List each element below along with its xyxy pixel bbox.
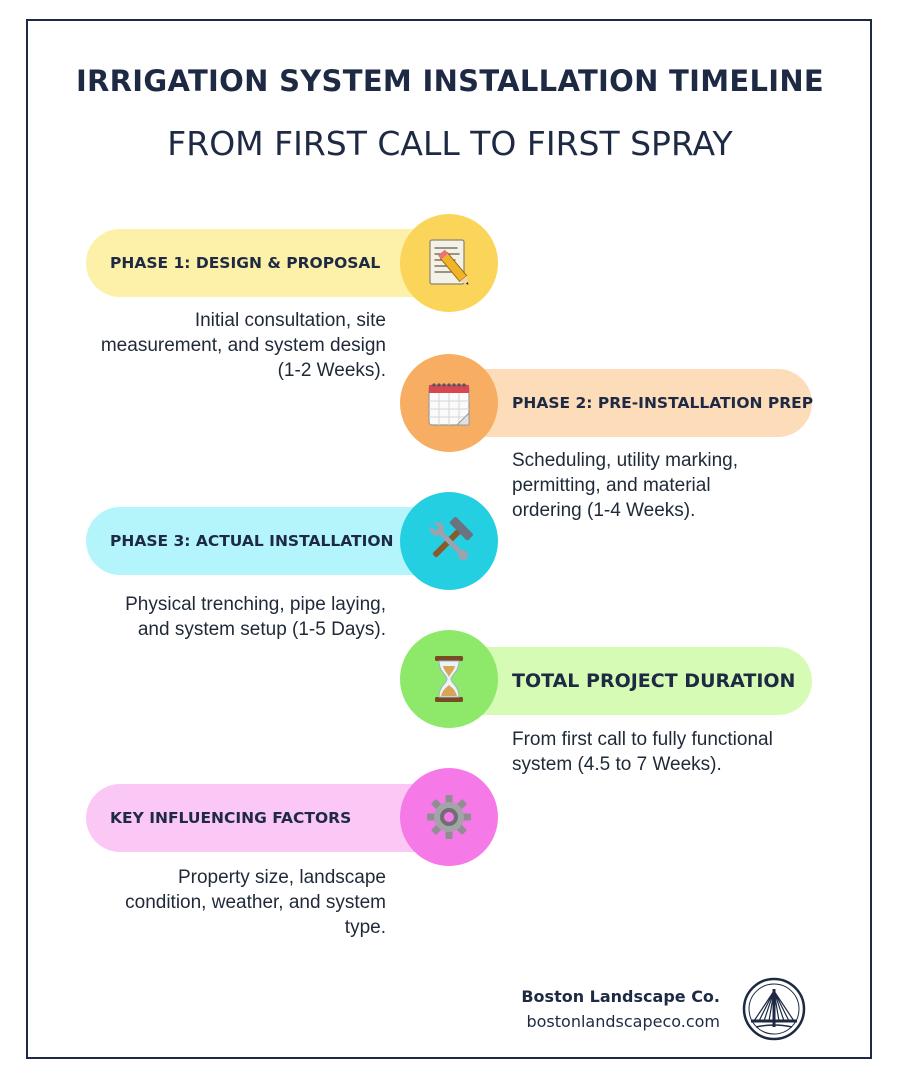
company-website[interactable]: bostonlandscapeco.com: [526, 1012, 720, 1031]
step-1-label-pill: [86, 229, 446, 297]
step-2-label-pill: [450, 369, 812, 437]
page-title: IRRIGATION SYSTEM INSTALLATION TIMELINE: [75, 64, 825, 98]
step-1-icon-circle: [400, 214, 498, 312]
calendar-icon: [422, 376, 476, 430]
step-3-description: Physical trenching, pipe laying, and system setup (1-5 Days).: [125, 594, 386, 640]
hourglass-icon: [422, 652, 476, 706]
step-3-label-pill: [86, 507, 446, 575]
page-subtitle: FROM FIRST CALL TO FIRST SPRAY: [167, 124, 733, 163]
step-3-label: PHASE 3: ACTUAL INSTALLATION: [110, 532, 394, 550]
memo-pencil-icon: [422, 236, 476, 290]
step-4-label: TOTAL PROJECT DURATION: [512, 670, 796, 692]
step-5-icon-circle: [400, 768, 498, 866]
step-4-label-pill: [450, 647, 812, 715]
step-4-icon-circle: [400, 630, 498, 728]
hammer-wrench-icon: [422, 514, 476, 568]
step-3-icon-circle: [400, 492, 498, 590]
step-2-icon-circle: [400, 354, 498, 452]
company-name: Boston Landscape Co.: [521, 987, 720, 1006]
step-5-label-pill: [86, 784, 446, 852]
step-1-description: Initial consultation, site measurement, and system design (1-2 Weeks).: [100, 310, 386, 381]
bridge-logo-icon: [742, 977, 806, 1041]
step-5-label: KEY INFLUENCING FACTORS: [110, 809, 352, 827]
step-5-description: Property size, landscape condition, weather, and system type.: [125, 867, 386, 938]
step-1-label: PHASE 1: DESIGN & PROPOSAL: [110, 254, 381, 272]
step-2-description: Scheduling, utility marking, permitting, and material ordering (1-4 Weeks).: [512, 450, 738, 521]
step-2-label: PHASE 2: PRE-INSTALLATION PREP: [512, 394, 814, 412]
step-4-description: From first call to fully functional system (4.5 to 7 Weeks).: [512, 729, 773, 775]
gear-icon: [422, 790, 476, 844]
